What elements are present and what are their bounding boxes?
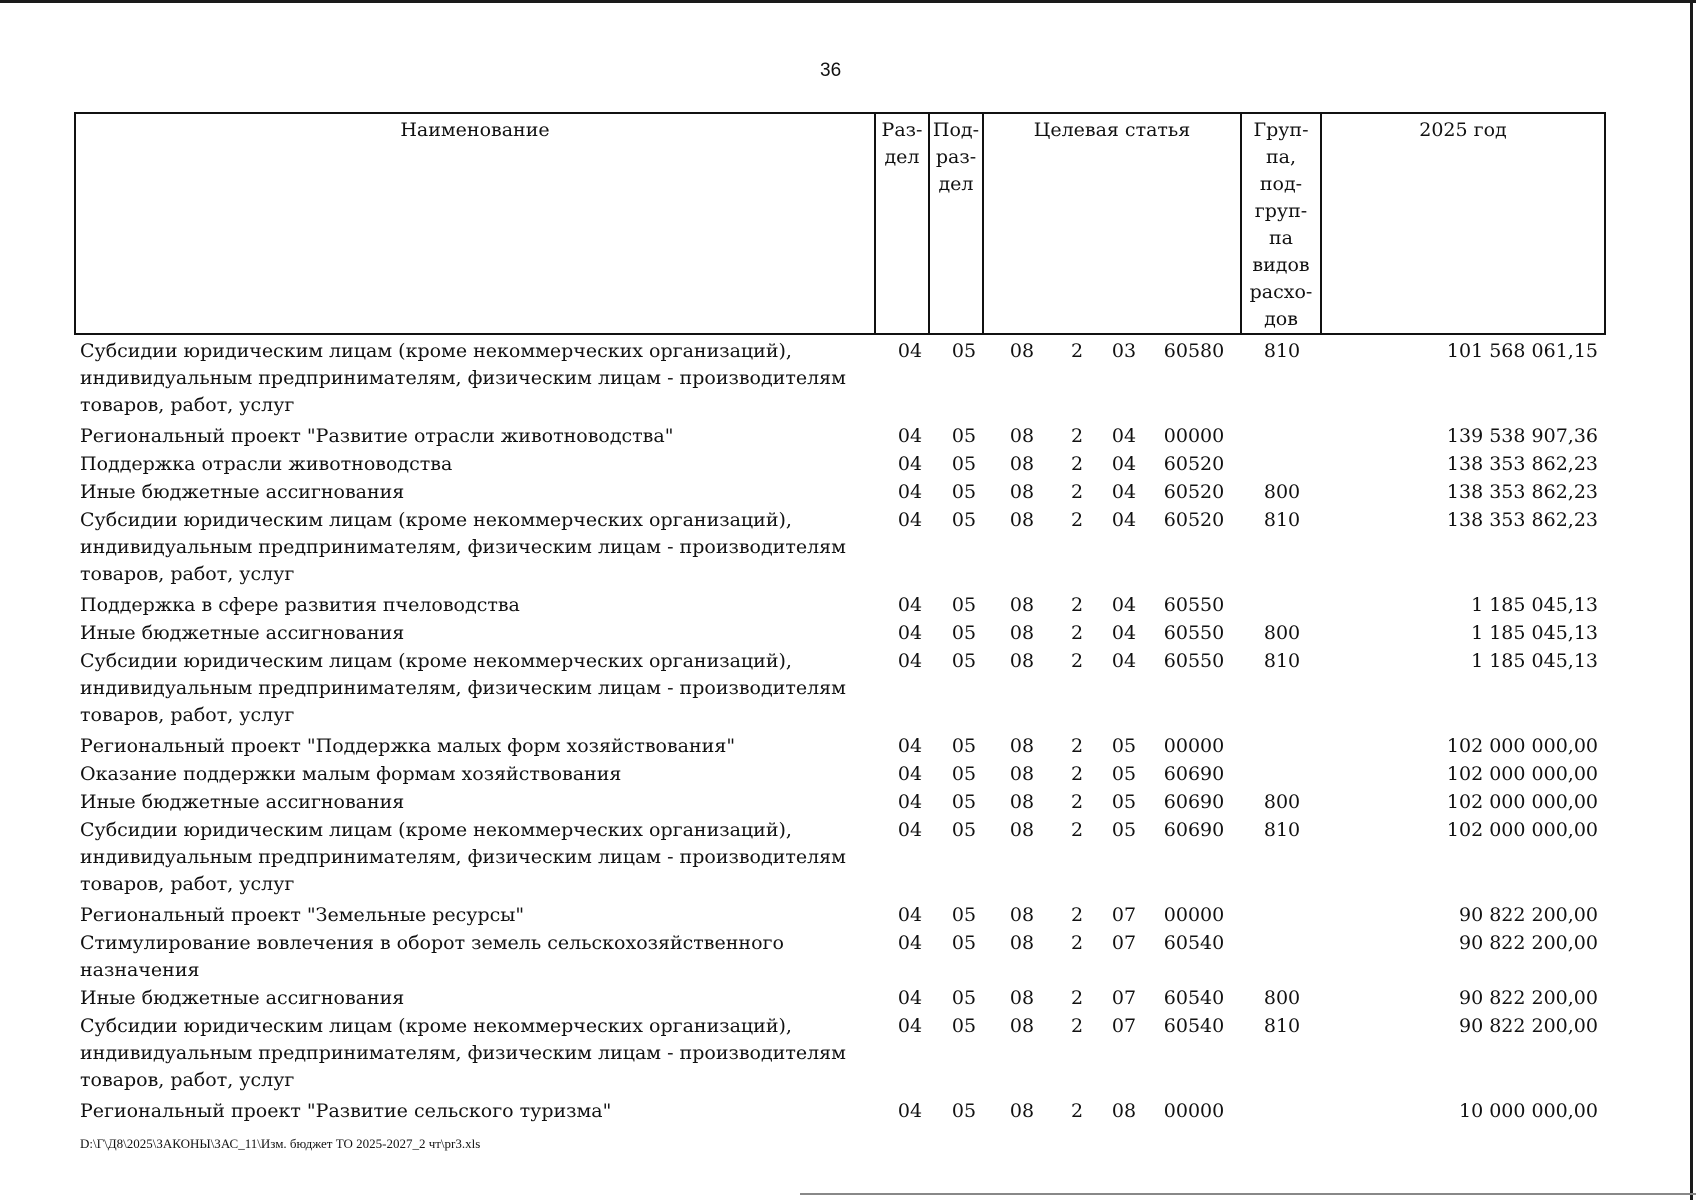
- row-target-program: 08: [1009, 904, 1035, 926]
- table-row: [74, 451, 1604, 478]
- row-name: Региональный проект "Развитие сельского туризма": [80, 1100, 612, 1122]
- row-podrazdel: 05: [951, 509, 977, 531]
- row-razdel: 04: [897, 904, 923, 926]
- row-target-project: 03: [1111, 340, 1137, 362]
- row-amount-2025: 138 353 862,23: [1446, 481, 1598, 503]
- row-target-subprogram: 2: [1070, 1015, 1084, 1037]
- table-row: [74, 507, 1604, 585]
- row-target-subprogram: 2: [1070, 622, 1084, 644]
- table-row: [74, 902, 1604, 929]
- page-frame-right: [1690, 0, 1693, 1200]
- row-target-direction: 60520: [1163, 481, 1225, 503]
- header-razdel: Раз- дел: [875, 113, 929, 334]
- row-target-subprogram: 2: [1070, 1100, 1084, 1122]
- row-amount-2025: 102 000 000,00: [1446, 819, 1598, 841]
- row-name: Иные бюджетные ассигнования: [80, 622, 405, 644]
- row-amount-2025: 90 822 200,00: [1458, 987, 1598, 1009]
- row-podrazdel: 05: [951, 904, 977, 926]
- row-razdel: 04: [897, 763, 923, 785]
- row-podrazdel: 05: [951, 735, 977, 757]
- row-expense-group: 810: [1263, 819, 1301, 841]
- row-amount-2025: 1 185 045,13: [1471, 594, 1598, 616]
- row-podrazdel: 05: [951, 340, 977, 362]
- row-target-direction: 60550: [1163, 594, 1225, 616]
- row-razdel: 04: [897, 735, 923, 757]
- table-row: [74, 733, 1604, 760]
- row-target-direction: 60540: [1163, 1015, 1225, 1037]
- row-target-project: 04: [1111, 425, 1137, 447]
- row-name: Стимулирование вовлечения в оборот земель сельскохозяйственного назначения: [80, 932, 784, 981]
- row-target-project: 04: [1111, 622, 1137, 644]
- row-target-program: 08: [1009, 763, 1035, 785]
- row-razdel: 04: [897, 650, 923, 672]
- row-name: Региональный проект "Поддержка малых форм хозяйствования": [80, 735, 736, 757]
- row-target-program: 08: [1009, 509, 1035, 531]
- row-target-direction: 00000: [1163, 735, 1225, 757]
- row-razdel: 04: [897, 987, 923, 1009]
- row-podrazdel: 05: [951, 594, 977, 616]
- row-name: Субсидии юридическим лицам (кроме некоммерческих организаций), индивидуальным предпринимателям, физическим лицам - производителям товаров, работ, услуг: [80, 509, 846, 585]
- table-row: [74, 423, 1604, 450]
- row-amount-2025: 101 568 061,15: [1446, 340, 1598, 362]
- row-target-project: 04: [1111, 453, 1137, 475]
- row-amount-2025: 102 000 000,00: [1446, 763, 1598, 785]
- footer-file-path: D:\Г\Д8\2025\ЗАКОНЫ\ЗАС_11\Изм. бюджет ТО 2025-2027_2 чт\pr3.xls: [80, 1136, 481, 1151]
- row-podrazdel: 05: [951, 1100, 977, 1122]
- row-target-project: 05: [1111, 819, 1137, 841]
- row-target-project: 08: [1111, 1100, 1137, 1122]
- table-row: [74, 930, 1604, 981]
- row-target-program: 08: [1009, 594, 1035, 616]
- row-name: Субсидии юридическим лицам (кроме некоммерческих организаций), индивидуальным предпринимателям, физическим лицам - производителям товаров, работ, услуг: [80, 819, 846, 895]
- row-target-program: 08: [1009, 340, 1035, 362]
- header-expense-group: Груп- па, под- груп- па видов расхо- дов: [1241, 113, 1321, 334]
- row-target-program: 08: [1009, 650, 1035, 672]
- row-razdel: 04: [897, 1100, 923, 1122]
- row-expense-group: 800: [1263, 791, 1301, 813]
- row-razdel: 04: [897, 481, 923, 503]
- row-expense-group: 800: [1263, 481, 1301, 503]
- row-name: Оказание поддержки малым формам хозяйствования: [80, 763, 622, 785]
- row-target-subprogram: 2: [1070, 904, 1084, 926]
- row-target-subprogram: 2: [1070, 932, 1084, 954]
- row-target-project: 05: [1111, 735, 1137, 757]
- table-row: [74, 761, 1604, 788]
- row-amount-2025: 1 185 045,13: [1471, 650, 1598, 672]
- row-target-subprogram: 2: [1070, 340, 1084, 362]
- row-expense-group: 810: [1263, 509, 1301, 531]
- row-target-direction: 60520: [1163, 453, 1225, 475]
- row-target-subprogram: 2: [1070, 425, 1084, 447]
- row-podrazdel: 05: [951, 791, 977, 813]
- row-razdel: 04: [897, 594, 923, 616]
- row-podrazdel: 05: [951, 481, 977, 503]
- row-target-program: 08: [1009, 425, 1035, 447]
- row-name: Поддержка в сфере развития пчеловодства: [80, 594, 520, 616]
- row-expense-group: 800: [1263, 622, 1301, 644]
- row-target-subprogram: 2: [1070, 453, 1084, 475]
- row-target-subprogram: 2: [1070, 763, 1084, 785]
- row-name: Субсидии юридическим лицам (кроме некоммерческих организаций), индивидуальным предпринимателям, физическим лицам - производителям товаров, работ, услуг: [80, 1015, 846, 1091]
- row-target-project: 07: [1111, 987, 1137, 1009]
- row-target-subprogram: 2: [1070, 594, 1084, 616]
- row-podrazdel: 05: [951, 819, 977, 841]
- row-expense-group: 810: [1263, 340, 1301, 362]
- row-amount-2025: 1 185 045,13: [1471, 622, 1598, 644]
- row-target-project: 07: [1111, 932, 1137, 954]
- row-amount-2025: 102 000 000,00: [1446, 791, 1598, 813]
- row-target-direction: 00000: [1163, 425, 1225, 447]
- row-razdel: 04: [897, 622, 923, 644]
- row-target-subprogram: 2: [1070, 481, 1084, 503]
- row-amount-2025: 90 822 200,00: [1458, 932, 1598, 954]
- row-amount-2025: 90 822 200,00: [1458, 904, 1598, 926]
- header-target-article: Целевая статья: [983, 113, 1241, 334]
- row-podrazdel: 05: [951, 453, 977, 475]
- row-target-project: 04: [1111, 481, 1137, 503]
- header-year: 2025 год: [1321, 113, 1605, 334]
- row-amount-2025: 138 353 862,23: [1446, 453, 1598, 475]
- row-target-direction: 60690: [1163, 791, 1225, 813]
- row-target-direction: 60540: [1163, 932, 1225, 954]
- table-row: [74, 592, 1604, 619]
- row-name: Иные бюджетные ассигнования: [80, 791, 405, 813]
- row-amount-2025: 102 000 000,00: [1446, 735, 1598, 757]
- row-name: Субсидии юридическим лицам (кроме некоммерческих организаций), индивидуальным предпринимателям, физическим лицам - производителям товаров, работ, услуг: [80, 650, 846, 726]
- row-target-direction: 00000: [1163, 1100, 1225, 1122]
- row-amount-2025: 90 822 200,00: [1458, 1015, 1598, 1037]
- row-target-program: 08: [1009, 453, 1035, 475]
- page-frame-top: [0, 0, 1696, 3]
- table-row: [74, 648, 1604, 726]
- row-razdel: 04: [897, 819, 923, 841]
- row-expense-group: 800: [1263, 987, 1301, 1009]
- row-name: Иные бюджетные ассигнования: [80, 987, 405, 1009]
- row-target-direction: 60520: [1163, 509, 1225, 531]
- table-row: [74, 985, 1604, 1012]
- row-target-direction: 60550: [1163, 650, 1225, 672]
- row-target-project: 04: [1111, 509, 1137, 531]
- row-target-program: 08: [1009, 1100, 1035, 1122]
- row-podrazdel: 05: [951, 932, 977, 954]
- page-number: 36: [820, 60, 842, 81]
- row-target-direction: 60550: [1163, 622, 1225, 644]
- row-amount-2025: 138 353 862,23: [1446, 509, 1598, 531]
- row-name: Региональный проект "Развитие отрасли животноводства": [80, 425, 674, 447]
- row-razdel: 04: [897, 932, 923, 954]
- table-row: [74, 338, 1604, 416]
- row-target-project: 07: [1111, 1015, 1137, 1037]
- row-podrazdel: 05: [951, 425, 977, 447]
- header-podrazdel: Под- раз- дел: [929, 113, 983, 334]
- row-razdel: 04: [897, 453, 923, 475]
- row-razdel: 04: [897, 425, 923, 447]
- row-podrazdel: 05: [951, 987, 977, 1009]
- row-target-subprogram: 2: [1070, 509, 1084, 531]
- header-name: Наименование: [75, 113, 875, 334]
- row-expense-group: 810: [1263, 1015, 1301, 1037]
- row-target-program: 08: [1009, 1015, 1035, 1037]
- row-target-subprogram: 2: [1070, 987, 1084, 1009]
- row-podrazdel: 05: [951, 763, 977, 785]
- row-target-direction: 60690: [1163, 819, 1225, 841]
- table-row: [74, 817, 1604, 895]
- table-header: [74, 112, 1606, 335]
- row-target-program: 08: [1009, 932, 1035, 954]
- row-target-project: 04: [1111, 594, 1137, 616]
- row-target-project: 05: [1111, 763, 1137, 785]
- row-target-program: 08: [1009, 819, 1035, 841]
- row-amount-2025: 10 000 000,00: [1458, 1100, 1598, 1122]
- row-target-project: 04: [1111, 650, 1137, 672]
- row-target-subprogram: 2: [1070, 819, 1084, 841]
- row-target-program: 08: [1009, 481, 1035, 503]
- row-razdel: 04: [897, 791, 923, 813]
- row-target-program: 08: [1009, 622, 1035, 644]
- row-razdel: 04: [897, 1015, 923, 1037]
- row-podrazdel: 05: [951, 1015, 977, 1037]
- row-podrazdel: 05: [951, 650, 977, 672]
- table-row: [74, 620, 1604, 647]
- row-target-project: 07: [1111, 904, 1137, 926]
- row-target-program: 08: [1009, 791, 1035, 813]
- row-target-direction: 60540: [1163, 987, 1225, 1009]
- row-podrazdel: 05: [951, 622, 977, 644]
- row-target-subprogram: 2: [1070, 791, 1084, 813]
- row-target-direction: 60580: [1163, 340, 1225, 362]
- row-target-program: 08: [1009, 987, 1035, 1009]
- page-frame-bottom: [800, 1193, 1696, 1195]
- row-name: Иные бюджетные ассигнования: [80, 481, 405, 503]
- row-target-direction: 00000: [1163, 904, 1225, 926]
- row-target-direction: 60690: [1163, 763, 1225, 785]
- row-target-subprogram: 2: [1070, 650, 1084, 672]
- row-name: Поддержка отрасли животноводства: [80, 453, 453, 475]
- row-razdel: 04: [897, 509, 923, 531]
- table-row: [74, 789, 1604, 816]
- row-name: Региональный проект "Земельные ресурсы": [80, 904, 525, 926]
- row-amount-2025: 139 538 907,36: [1446, 425, 1598, 447]
- row-target-subprogram: 2: [1070, 735, 1084, 757]
- row-name: Субсидии юридическим лицам (кроме некоммерческих организаций), индивидуальным предпринимателям, физическим лицам - производителям товаров, работ, услуг: [80, 340, 846, 416]
- row-target-program: 08: [1009, 735, 1035, 757]
- row-razdel: 04: [897, 340, 923, 362]
- table-row: [74, 1013, 1604, 1091]
- table-row: [74, 479, 1604, 506]
- row-target-project: 05: [1111, 791, 1137, 813]
- row-expense-group: 810: [1263, 650, 1301, 672]
- table-row: [74, 1098, 1604, 1125]
